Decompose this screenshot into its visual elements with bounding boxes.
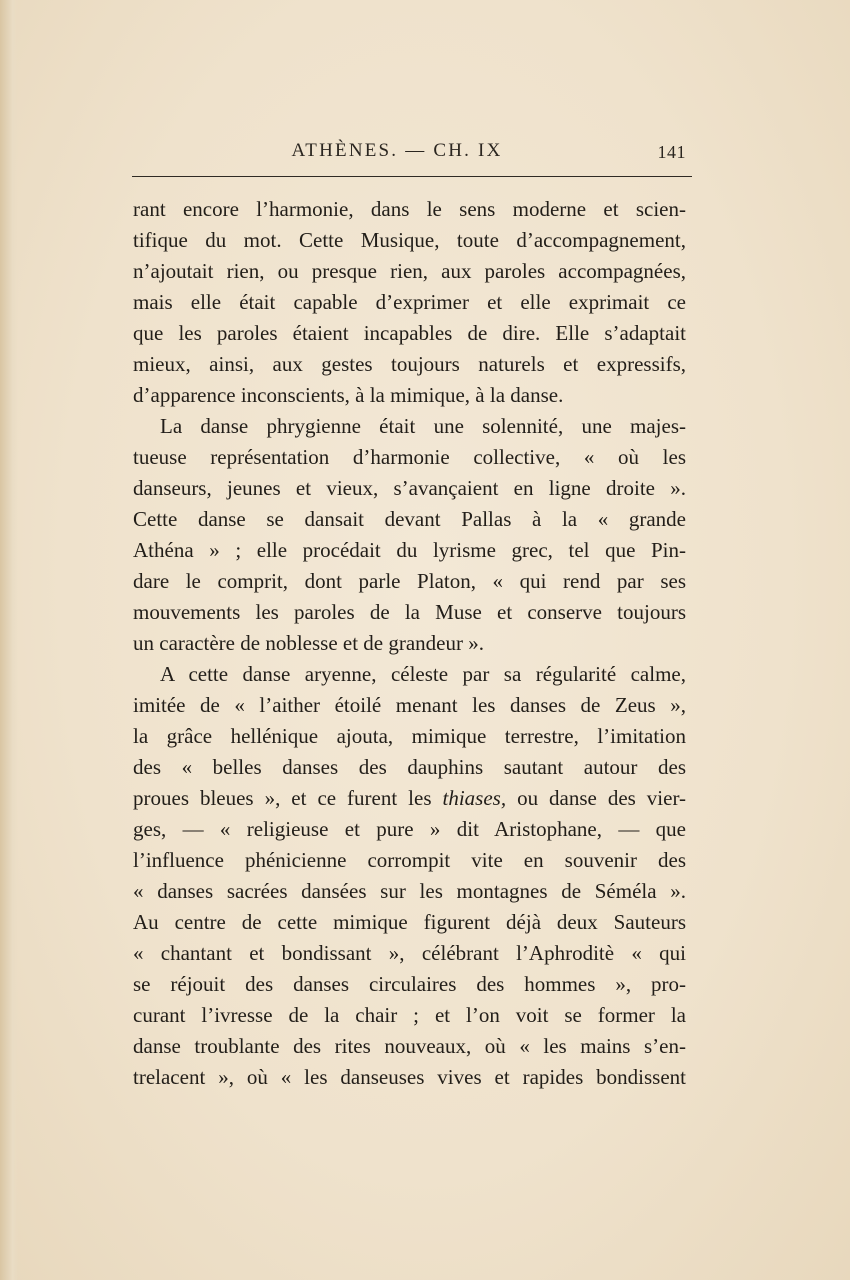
text-line: que les paroles étaient incapables de dire. Elle s’adaptait — [133, 321, 686, 345]
text-line: mais elle était capable d’exprimer et elle exprimait ce — [133, 290, 686, 314]
text-line: se réjouit des danses circulaires des hommes », pro- — [133, 972, 686, 996]
text-line: curant l’ivresse de la chair ; et l’on voit se former la — [133, 1003, 686, 1027]
text-line: rant encore l’harmonie, dans le sens moderne et scien- — [133, 197, 686, 221]
text-line-with-italic — [133, 783, 686, 814]
text-line: tifique du mot. Cette Musique, toute d’accompagnement, — [133, 228, 686, 252]
paragraph-start-line: La danse phrygienne était une solennité, une majes- — [160, 414, 686, 438]
text-line: ges, — « religieuse et pure » dit Aristophane, — que — [133, 817, 686, 841]
paragraph-start-line: A cette danse aryenne, céleste par sa régularité calme, — [160, 662, 686, 686]
text-line: tueuse représentation d’harmonie collective, « où les — [133, 445, 686, 469]
italic-term: thiases, — [442, 786, 507, 810]
running-head: ATHÈNES. — CH. IX — [291, 140, 503, 161]
text-line: imitée de « l’aither étoilé menant les danses de Zeus », — [133, 693, 686, 717]
body-text — [133, 194, 686, 1093]
page-number: 141 — [657, 142, 686, 162]
text-segment: ou danse des vier- — [517, 786, 686, 810]
text-line: danse troublante des rites nouveaux, où « les mains s’en- — [133, 1034, 686, 1058]
spine-shadow — [0, 0, 18, 1280]
text-line: danseurs, jeunes et vieux, s’avançaient en ligne droite ». — [133, 476, 686, 500]
paragraph-end-line: d’apparence inconscients, à la mimique, à la danse. — [133, 383, 564, 407]
header-rule — [132, 176, 692, 177]
text-line: l’influence phénicienne corrompit vite en souvenir des — [133, 848, 686, 872]
text-line: mouvements les paroles de la Muse et conserve toujours — [133, 600, 686, 624]
text-line: des « belles danses des dauphins sautant autour des — [133, 755, 686, 779]
page-header — [132, 136, 692, 170]
text-segment: proues bleues », et ce furent les — [133, 786, 432, 810]
text-line: mieux, ainsi, aux gestes toujours naturels et expressifs, — [133, 352, 686, 376]
text-line: « danses sacrées dansées sur les montagnes de Séméla ». — [133, 879, 686, 903]
text-line: n’ajoutait rien, ou presque rien, aux paroles accompagnées, — [133, 259, 686, 283]
paragraph-end-line: un caractère de noblesse et de grandeur ». — [133, 631, 484, 655]
text-line: « chantant et bondissant », célébrant l’Aphroditè « qui — [133, 941, 686, 965]
text-line: Au centre de cette mimique figurent déjà deux Sauteurs — [133, 910, 686, 934]
text-line: Athéna » ; elle procédait du lyrisme grec, tel que Pin- — [133, 538, 686, 562]
text-line: trelacent », où « les danseuses vives et rapides bondissent — [133, 1065, 686, 1089]
text-line: Cette danse se dansait devant Pallas à la « grande — [133, 507, 686, 531]
text-line: dare le comprit, dont parle Platon, « qui rend par ses — [133, 569, 686, 593]
text-line: la grâce hellénique ajouta, mimique terrestre, l’imitation — [133, 724, 686, 748]
